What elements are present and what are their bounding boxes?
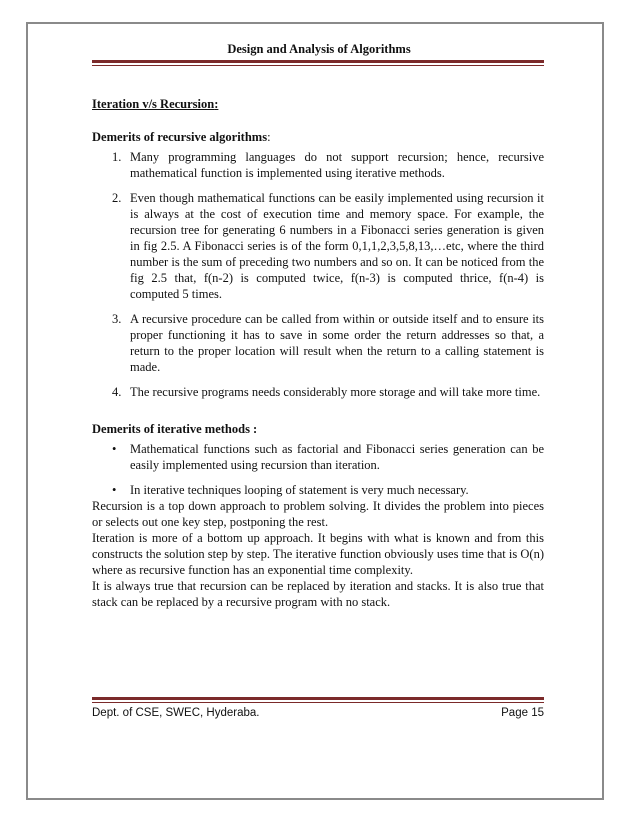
header-rule-thick — [92, 60, 544, 63]
paragraph-stacks: It is always true that recursion can be replaced by iteration and stacks. It is also true that stack can be replaced by a recursive program with no stack. — [92, 579, 544, 609]
list-item: 3. A recursive procedure can be called from within or outside itself and to ensure its proper functioning it has to save in some order the return addresses so that, a return to the proper location will result when the return to a calling statement is made. — [112, 312, 544, 374]
footer-rule-thick — [92, 697, 544, 700]
paragraph-recursion: Recursion is a top down approach to problem solving. It divides the problem into pieces or selects out one key step, postponing the rest. — [92, 499, 544, 529]
footer-department: Dept. of CSE, SWEC, Hyderaba. — [92, 707, 260, 719]
recursive-demerits-heading: Demerits of recursive algorithms: — [92, 130, 271, 144]
list-item: • In iterative techniques looping of statement is very much necessary. — [112, 483, 469, 497]
footer-rule-thin — [92, 702, 544, 703]
header-title: Design and Analysis of Algorithms — [227, 42, 411, 56]
iterative-demerits-heading: Demerits of iterative methods : — [92, 422, 258, 436]
list-item: 1. Many programming languages do not support recursion; hence, recursive mathematical function is implemented using iterative methods. — [112, 150, 544, 180]
page-number: Page 15 — [501, 707, 544, 719]
page-content — [92, 96, 544, 610]
section-title: Iteration v/s Recursion: — [92, 97, 219, 111]
list-item: 2. Even though mathematical functions can be easily implemented using recursion it is always at the cost of execution time and memory space. For example, the recursion tree for generating 6 numbers in a Fibonacci series generation is given in fig 2.5. A Fibonacci series is of the form 0,1,1,2,3,5,8,13,…etc, where the third number is the sum of preceding two numbers and so on. It can be noticed from the fig 2.5 that, f(n-2) is computed twice, f(n-3) is computed thrice, f(n-4) is computed 5 times. — [112, 191, 544, 301]
list-item: 4. The recursive programs needs considerably more storage and will take more time. — [112, 385, 541, 399]
header-rule-thin — [92, 65, 544, 66]
recursive-demerits-list — [92, 149, 544, 400]
page-footer — [92, 707, 544, 719]
list-item: • Mathematical functions such as factorial and Fibonacci series generation can be easily implemented using recursion than iteration. — [112, 442, 544, 472]
paragraph-iteration: Iteration is more of a bottom up approach. It begins with what is known and from this constructs the solution step by step. The iterative function obviously uses time that is O(n) where as recursive function has an exponential time complexity. — [92, 531, 544, 577]
iterative-demerits-list — [92, 441, 544, 498]
